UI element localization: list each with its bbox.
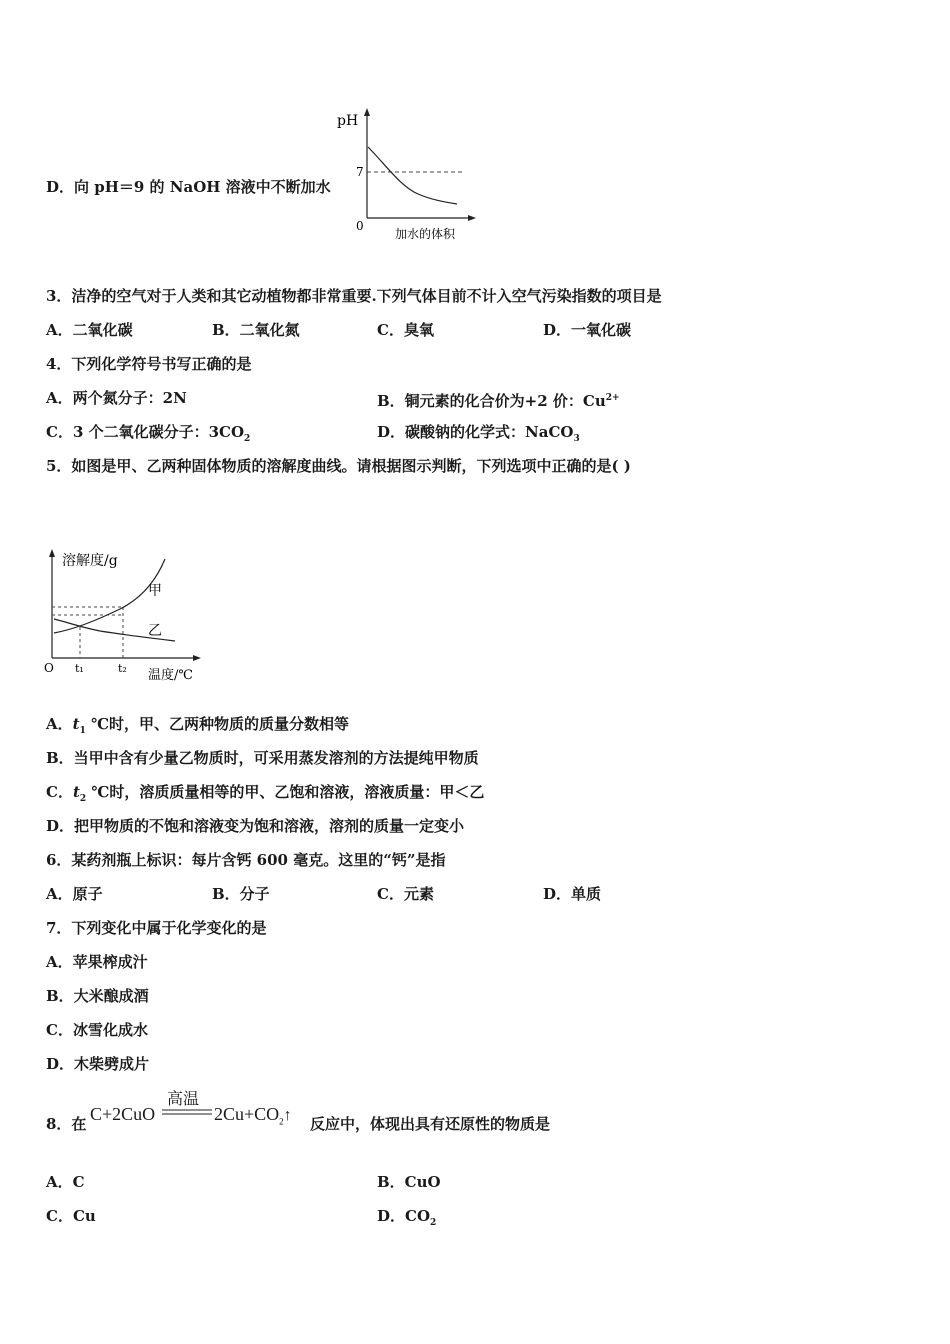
q8-prefix: 8．在 bbox=[46, 1115, 87, 1133]
q7-option-b: B．大米酿成酒 bbox=[46, 987, 149, 1005]
q8-option-a: A．C bbox=[46, 1173, 85, 1191]
q7-option-a: A．苹果榨成汁 bbox=[46, 953, 148, 971]
q6-option-a: A．原子 bbox=[46, 885, 103, 903]
q4-option-b: B．铜元素的化合价为+2 价：$Cu^{2+}$ bbox=[377, 392, 620, 410]
q4-stem: 4．下列化学符号书写正确的是 bbox=[46, 355, 252, 373]
ph-x-axis-label: 加水的体积 bbox=[395, 227, 456, 241]
q3-option-d: D．一氧化碳 bbox=[543, 321, 632, 339]
q3-option-c: C．臭氧 bbox=[377, 321, 434, 339]
q4-option-a: A．两个氮分子：2N bbox=[46, 389, 187, 407]
q7-option-d: D．木柴劈成片 bbox=[46, 1055, 150, 1073]
curve-label-jia: 甲 bbox=[148, 583, 162, 599]
q8-suffix: 反应中，体现出具有还原性的物质是 bbox=[310, 1115, 551, 1133]
q2-option-d: D．向 pH＝9 的 NaOH 溶液中不断加水 bbox=[46, 178, 331, 196]
q3-option-b: B．二氧化氮 bbox=[212, 321, 300, 339]
q5-stem: 5．如图是甲、乙两种固体物质的溶解度曲线。请根据图示判断，下列选项中正确的是( ) bbox=[46, 457, 631, 475]
q7-option-c: C．冰雪化成水 bbox=[46, 1021, 148, 1039]
q5-option-a: A．$t_1$ ℃时，甲、乙两种物质的质量分数相等 bbox=[46, 715, 350, 736]
tick-t2: t₂ bbox=[118, 662, 127, 675]
q6-option-c: C．元素 bbox=[377, 885, 434, 903]
q3-stem: 3．洁净的空气对于人类和其它动植物都非常重要.下列气体目前不计入空气污染指数的项目是 bbox=[46, 287, 662, 305]
q4-option-d: D．碳酸钠的化学式：NaCO$_3$ bbox=[377, 423, 580, 444]
solubility-origin: O bbox=[44, 661, 54, 675]
q8-option-c: C．Cu bbox=[46, 1207, 96, 1225]
q8-option-d: D．$CO_2$ bbox=[377, 1207, 437, 1228]
q8-equals-sign bbox=[162, 1108, 212, 1118]
q6-option-b: B．分子 bbox=[212, 885, 270, 903]
curve-label-yi: 乙 bbox=[148, 623, 162, 639]
q8-equation-condition: 高温 bbox=[167, 1091, 200, 1108]
solubility-x-label: 温度/℃ bbox=[148, 668, 193, 683]
ph-dilution-graph bbox=[330, 104, 480, 246]
q8-equation-right: $2Cu+CO_2↑$ bbox=[214, 1104, 292, 1127]
ph-tick-7: 7 bbox=[356, 165, 364, 179]
q5-option-c: C．$t_2$ ℃时，溶质质量相等的甲、乙饱和溶液，溶液质量：甲＜乙 bbox=[46, 783, 485, 804]
solubility-y-label: 溶解度/g bbox=[62, 553, 118, 569]
q7-stem: 7．下列变化中属于化学变化的是 bbox=[46, 919, 267, 937]
q6-option-d: D．单质 bbox=[543, 885, 602, 903]
solubility-curve-graph bbox=[40, 545, 210, 685]
q5-option-d: D．把甲物质的不饱和溶液变为饱和溶液，溶剂的质量一定变小 bbox=[46, 817, 465, 835]
q5-option-b: B．当甲中含有少量乙物质时，可采用蒸发溶剂的方法提纯甲物质 bbox=[46, 749, 479, 767]
ph-axis-label: pH bbox=[337, 113, 359, 129]
q8-equation-left: C+2CuO bbox=[90, 1104, 156, 1124]
q8-option-b: B．CuO bbox=[377, 1173, 441, 1191]
q4-option-c: C．3 个二氧化碳分子：$3CO_2$ bbox=[46, 423, 251, 444]
q6-stem: 6．某药剂瓶上标识：每片含钙 600 毫克。这里的“钙”是指 bbox=[46, 851, 446, 869]
tick-t1: t₁ bbox=[75, 662, 84, 675]
ph-origin: 0 bbox=[356, 219, 364, 233]
q3-option-a: A．二氧化碳 bbox=[46, 321, 133, 339]
